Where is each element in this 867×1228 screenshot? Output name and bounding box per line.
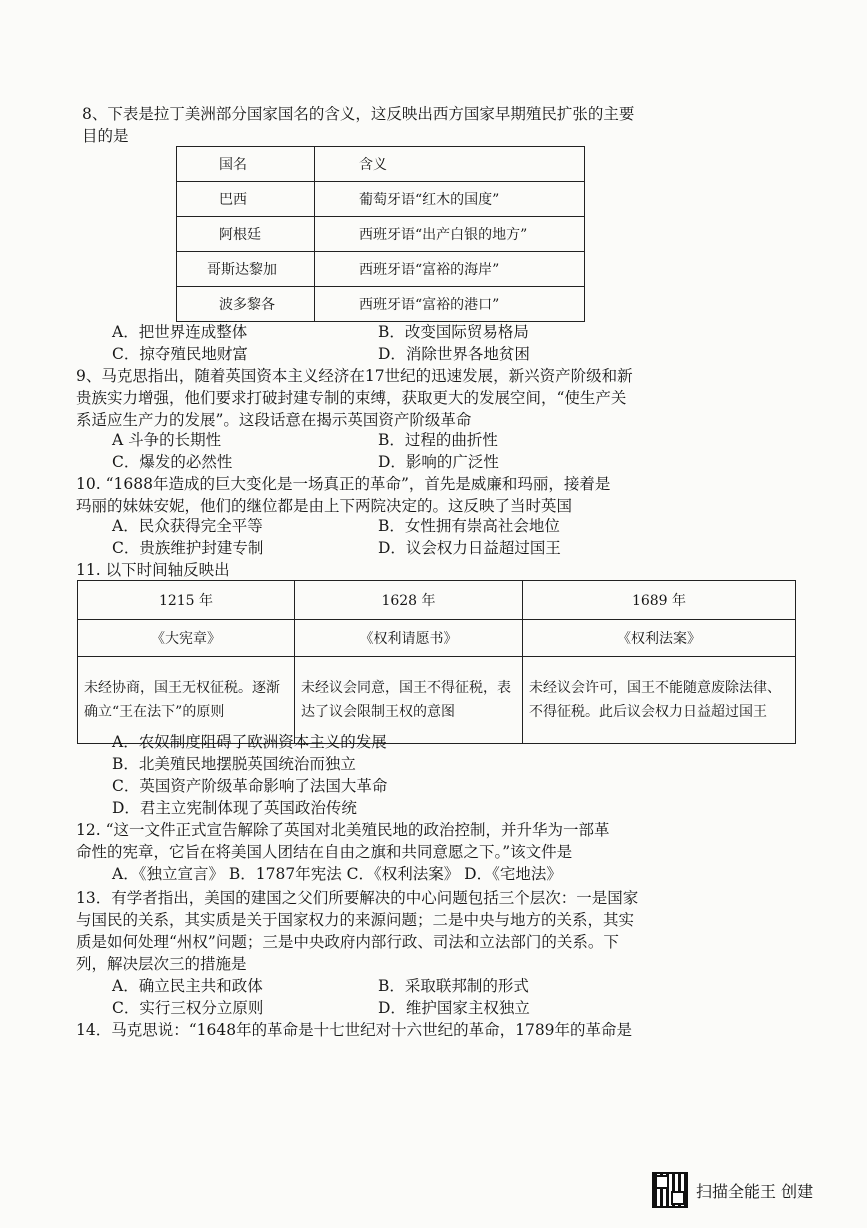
timeline-description: 未经议会许可，国王不能随意废除法律、不得征税。此后议会权力日益超过国王 xyxy=(523,657,796,744)
q10-stem-line2: 玛丽的妹妹安妮，他们的继位都是由上下两院决定的。这反映了当时英国 xyxy=(76,497,573,515)
q10-option-b[interactable]: B．女性拥有崇高社会地位 xyxy=(378,517,560,535)
q13-option-b[interactable]: B．采取联邦制的形式 xyxy=(378,977,529,995)
q13-option-c[interactable]: C．实行三权分立原则 xyxy=(112,999,264,1017)
q13-stem-line1: 13．有学者指出，美国的建国之父们所要解决的中心问题包括三个层次：一是国家 xyxy=(76,889,639,907)
q8-stem-line2: 目的是 xyxy=(82,127,129,145)
q11-option-a[interactable]: A．农奴制度阻碍了欧洲资本主义的发展 xyxy=(112,733,387,751)
q9-option-c[interactable]: C．爆发的必然性 xyxy=(112,453,233,471)
timeline-description: 未经议会同意，国王不得征税，表达了议会限制王权的意图 xyxy=(295,657,523,744)
timeline-descriptions-row xyxy=(78,657,796,744)
table-cell: 西班牙语“出产白银的地方” xyxy=(315,217,585,252)
q14-stem-line1: 14．马克思说：“1648年的革命是十七世纪对十六世纪的革命，1789年的革命是 xyxy=(76,1021,633,1039)
q12-options-line[interactable]: A．《独立宣言》 B．1787年宪法 C．《权利法案》 D．《宅地法》 xyxy=(112,865,562,883)
q12-stem-line2: 命性的宪章，它旨在将美国人团结在自由之旗和共同意愿之下。”该文件是 xyxy=(76,843,573,861)
table-cell: 巴西 xyxy=(177,182,315,217)
q9-stem-line1: 9、马克思指出，随着英国资本主义经济在17世纪的迅速发展，新兴资产阶级和新 xyxy=(76,367,633,385)
q8-option-b[interactable]: B．改变国际贸易格局 xyxy=(378,323,529,341)
q9-stem-line2: 贵族实力增强，他们要求打破封建专制的束缚，获取更大的发展空间，“使生产关 xyxy=(76,389,627,407)
q10-option-a[interactable]: A．民众获得完全平等 xyxy=(112,517,263,535)
timeline-year: 1215 年 xyxy=(78,581,295,620)
table-cell: 西班牙语“富裕的港口” xyxy=(315,287,585,322)
timeline-document: 《权利请愿书》 xyxy=(295,620,523,657)
q13-option-a[interactable]: A．确立民主共和政体 xyxy=(112,977,263,995)
timeline-year: 1628 年 xyxy=(295,581,523,620)
q8-option-a[interactable]: A．把世界连成整体 xyxy=(112,323,248,341)
timeline-year: 1689 年 xyxy=(523,581,796,620)
q10-option-d[interactable]: D．议会权力日益超过国王 xyxy=(378,539,561,557)
q13-stem-line2: 与国民的关系，其实质是关于国家权力的来源问题；二是中央与地方的关系，其实 xyxy=(76,911,635,929)
q9-stem-line3: 系适应生产力的发展”。这段话意在揭示英国资产阶级革命 xyxy=(76,411,472,429)
q8-country-table xyxy=(176,146,585,322)
timeline-document: 《大宪章》 xyxy=(78,620,295,657)
q9-option-a[interactable]: A 斗争的长期性 xyxy=(112,431,222,449)
q8-option-c[interactable]: C．掠夺殖民地财富 xyxy=(112,345,248,363)
table-cell: 西班牙语“富裕的海岸” xyxy=(315,252,585,287)
q11-timeline-table xyxy=(77,580,796,744)
table-cell: 葡萄牙语“红木的国度” xyxy=(315,182,585,217)
q13-stem-line3: 质是如何处理“州权”问题；三是中央政府内部行政、司法和立法部门的关系。下 xyxy=(76,933,619,951)
q11-option-c[interactable]: C．英国资产阶级革命影响了法国大革命 xyxy=(112,777,388,795)
q9-option-b[interactable]: B．过程的曲折性 xyxy=(378,431,498,449)
q10-option-c[interactable]: C．贵族维护封建专制 xyxy=(112,539,264,557)
table-row xyxy=(177,252,585,287)
table-header-row xyxy=(177,147,585,182)
table-row xyxy=(177,217,585,252)
q11-stem: 11. 以下时间轴反映出 xyxy=(76,561,230,579)
qr-code-icon xyxy=(652,1172,688,1208)
timeline-description: 未经协商，国王无权征税。逐渐确立“王在法下”的原则 xyxy=(78,657,295,744)
table-cell: 哥斯达黎加 xyxy=(177,252,315,287)
table-header-cell: 含义 xyxy=(315,147,585,182)
table-header-cell: 国名 xyxy=(177,147,315,182)
q9-option-d[interactable]: D．影响的广泛性 xyxy=(378,453,499,471)
q11-option-d[interactable]: D．君主立宪制体现了英国政治传统 xyxy=(112,799,357,817)
table-cell: 阿根廷 xyxy=(177,217,315,252)
scanner-watermark xyxy=(652,1172,813,1208)
timeline-document: 《权利法案》 xyxy=(523,620,796,657)
q8-option-d[interactable]: D．消除世界各地贫困 xyxy=(378,345,530,363)
q11-option-b[interactable]: B．北美殖民地摆脱英国统治而独立 xyxy=(112,755,356,773)
timeline-documents-row xyxy=(78,620,796,657)
q8-stem-line1: 8、下表是拉丁美洲部分国家国名的含义，这反映出西方国家早期殖民扩张的主要 xyxy=(82,105,635,123)
table-cell: 波多黎各 xyxy=(177,287,315,322)
q12-stem-line1: 12. “这一文件正式宣告解除了英国对北美殖民地的政治控制，并升华为一部革 xyxy=(76,821,610,839)
q13-option-d[interactable]: D．维护国家主权独立 xyxy=(378,999,530,1017)
scanner-label: 扫描全能王 创建 xyxy=(696,1181,814,1201)
q13-stem-line4: 列，解决层次三的措施是 xyxy=(76,955,247,973)
timeline-years-row xyxy=(78,581,796,620)
table-row xyxy=(177,182,585,217)
table-row xyxy=(177,287,585,322)
q10-stem-line1: 10. “1688年造成的巨大变化是一场真正的革命”，首先是威廉和玛丽，接着是 xyxy=(76,475,611,493)
